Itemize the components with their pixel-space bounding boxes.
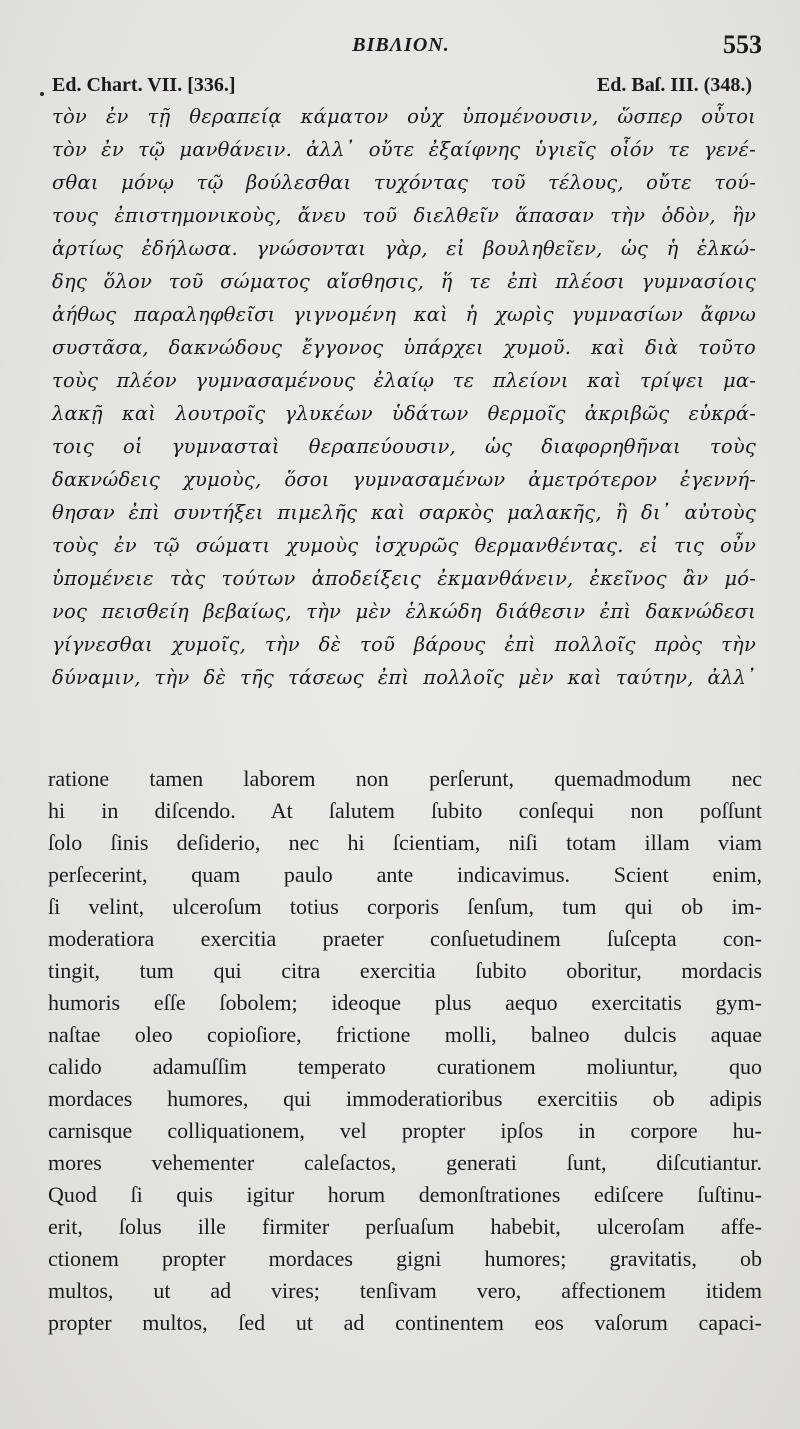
running-title: BIBΛΙΟΝ. bbox=[352, 34, 450, 56]
edition-basel: Ed. Baſ. III. (348.) bbox=[596, 74, 752, 96]
latin-line: moderatiora exercitia praeter conſuetudinem ſuſcepta con- bbox=[48, 926, 762, 951]
latin-line: calido adamuſſim temperato curationem moliuntur, quo bbox=[48, 1054, 762, 1079]
latin-line: erit, ſolus ille firmiter perſuaſum habebit, ulceroſam affe- bbox=[48, 1214, 762, 1239]
edition-chartier: Ed. Chart. VII. [336.] bbox=[52, 74, 236, 96]
latin-line: multos, ut ad vires; tenſivam vero, affectionem itidem bbox=[48, 1278, 762, 1303]
greek-line: τους ἐπιστημονικοὺς, ἄνευ τοῦ διελθεῖν ἅπασαν τὴν ὁδὸν, ἣν bbox=[52, 204, 756, 227]
latin-line: perſecerint, quam paulo ante indicavimus. Scient enim, bbox=[48, 862, 762, 887]
latin-line: propter multos, ſed ut ad continentem eos vaſorum capaci- bbox=[48, 1310, 762, 1335]
greek-line: ἀήθως παραληφθεῖσι γιγνομένη καὶ ἡ χωρὶς γυμνασίων ἄφνω bbox=[52, 303, 756, 326]
latin-line: humoris eſſe ſobolem; ideoque plus aequo exercitatis gym- bbox=[48, 990, 762, 1015]
greek-line: δακνώδεις χυμοὺς, ὅσοι γυμνασαμένων ἀμετρότερον ἐγεννή- bbox=[52, 468, 756, 491]
latin-line: ratione tamen laborem non perſerunt, quemadmodum nec bbox=[48, 766, 762, 791]
latin-line: carnisque colliquationem, vel propter ipſos in corpore hu- bbox=[48, 1118, 762, 1143]
greek-line: σθαι μόνῳ τῷ βούλεσθαι τυχόντας τοῦ τέλους, οὔτε τού- bbox=[52, 171, 756, 194]
latin-line: Quod ſi quis igitur horum demonſtrationes ediſcere ſuſtinu- bbox=[48, 1182, 762, 1207]
greek-line: ἀρτίως ἐδήλωσα. γνώσονται γὰρ, εἰ βουληθεῖεν, ὡς ἡ ἑλκώ- bbox=[52, 237, 756, 260]
latin-line: ſi velint, ulceroſum totius corporis ſenſum, tum qui ob im- bbox=[48, 894, 762, 919]
greek-text bbox=[52, 100, 756, 694]
greek-line: δης ὅλον τοῦ σώματος αἴσθησις, ἥ τε ἐπὶ πλέοσι γυμνασίοις bbox=[52, 270, 756, 293]
latin-line: mordaces humores, qui immoderatioribus exercitiis ob adipis bbox=[48, 1086, 762, 1111]
ink-speck bbox=[40, 92, 44, 96]
greek-line: τὸν ἐν τῷ μανθάνειν. ἀλλ᾽ οὔτε ἐξαίφνης ὑγιεῖς οἷόν τε γενέ- bbox=[52, 138, 756, 161]
greek-line: ὑπομένειε τὰς τούτων ἀποδείξεις ἐκμανθάνειν, ἐκεῖνος ἂν μό- bbox=[52, 567, 756, 590]
page-number: 553 bbox=[723, 30, 762, 59]
greek-line: δύναμιν, τὴν δὲ τῆς τάσεως ἐπὶ πολλοῖς μὲν καὶ ταύτην, ἀλλ᾽ bbox=[52, 666, 756, 689]
page-header bbox=[40, 30, 762, 64]
greek-line: θησαν ἐπὶ συντήξει πιμελῆς καὶ σαρκὸς μαλακῆς, ἢ δι᾽ αὐτοὺς bbox=[52, 501, 756, 524]
latin-line: mores vehementer caleſactos, generati ſunt, diſcutiantur. bbox=[48, 1150, 762, 1175]
greek-line: λακῇ καὶ λουτροῖς γλυκέων ὑδάτων θερμοῖς ἀκριβῶς εὐκρά- bbox=[52, 402, 756, 425]
latin-line: ctionem propter mordaces gigni humores; gravitatis, ob bbox=[48, 1246, 762, 1271]
greek-line: τὸν ἐν τῇ θεραπείᾳ κάματον οὐχ ὑπομένουσιν, ὥσπερ οὗτοι bbox=[52, 105, 756, 128]
latin-line: naſtae oleo copioſiore, frictione molli, balneo dulcis aquae bbox=[48, 1022, 762, 1047]
latin-line: hi in diſcendo. At ſalutem ſubito conſequi non poſſunt bbox=[48, 798, 762, 823]
latin-line: ſolo ſinis deſiderio, nec hi ſcientiam, niſi totam illam viam bbox=[48, 830, 762, 855]
greek-line: τοις οἱ γυμνασταὶ θεραπεύουσιν, ὡς διαφορηθῆναι τοὺς bbox=[52, 435, 756, 458]
greek-line: νος πεισθείη βεβαίως, τὴν μὲν ἑλκώδη διάθεσιν ἐπὶ δακνώδεσι bbox=[52, 600, 756, 623]
greek-line: τοὺς ἐν τῷ σώματι χυμοὺς ἰσχυρῶς θερμανθέντας. εἰ τις οὖν bbox=[52, 534, 756, 557]
latin-line: tingit, tum qui citra exercitia ſubito oboritur, mordacis bbox=[48, 958, 762, 983]
greek-line: τοὺς πλέον γυμνασαμένους ἐλαίῳ τε πλείονι καὶ τρίψει μα- bbox=[52, 369, 756, 392]
greek-line: συστᾶσα, δακνώδους ἔγγονος ὑπάρχει χυμοῦ. καὶ διὰ τοῦτο bbox=[52, 336, 756, 359]
latin-text bbox=[48, 763, 762, 1339]
greek-line: γίγνεσθαι χυμοῖς, τὴν δὲ τοῦ βάρους ἐπὶ πολλοῖς πρὸς τὴν bbox=[52, 633, 756, 656]
